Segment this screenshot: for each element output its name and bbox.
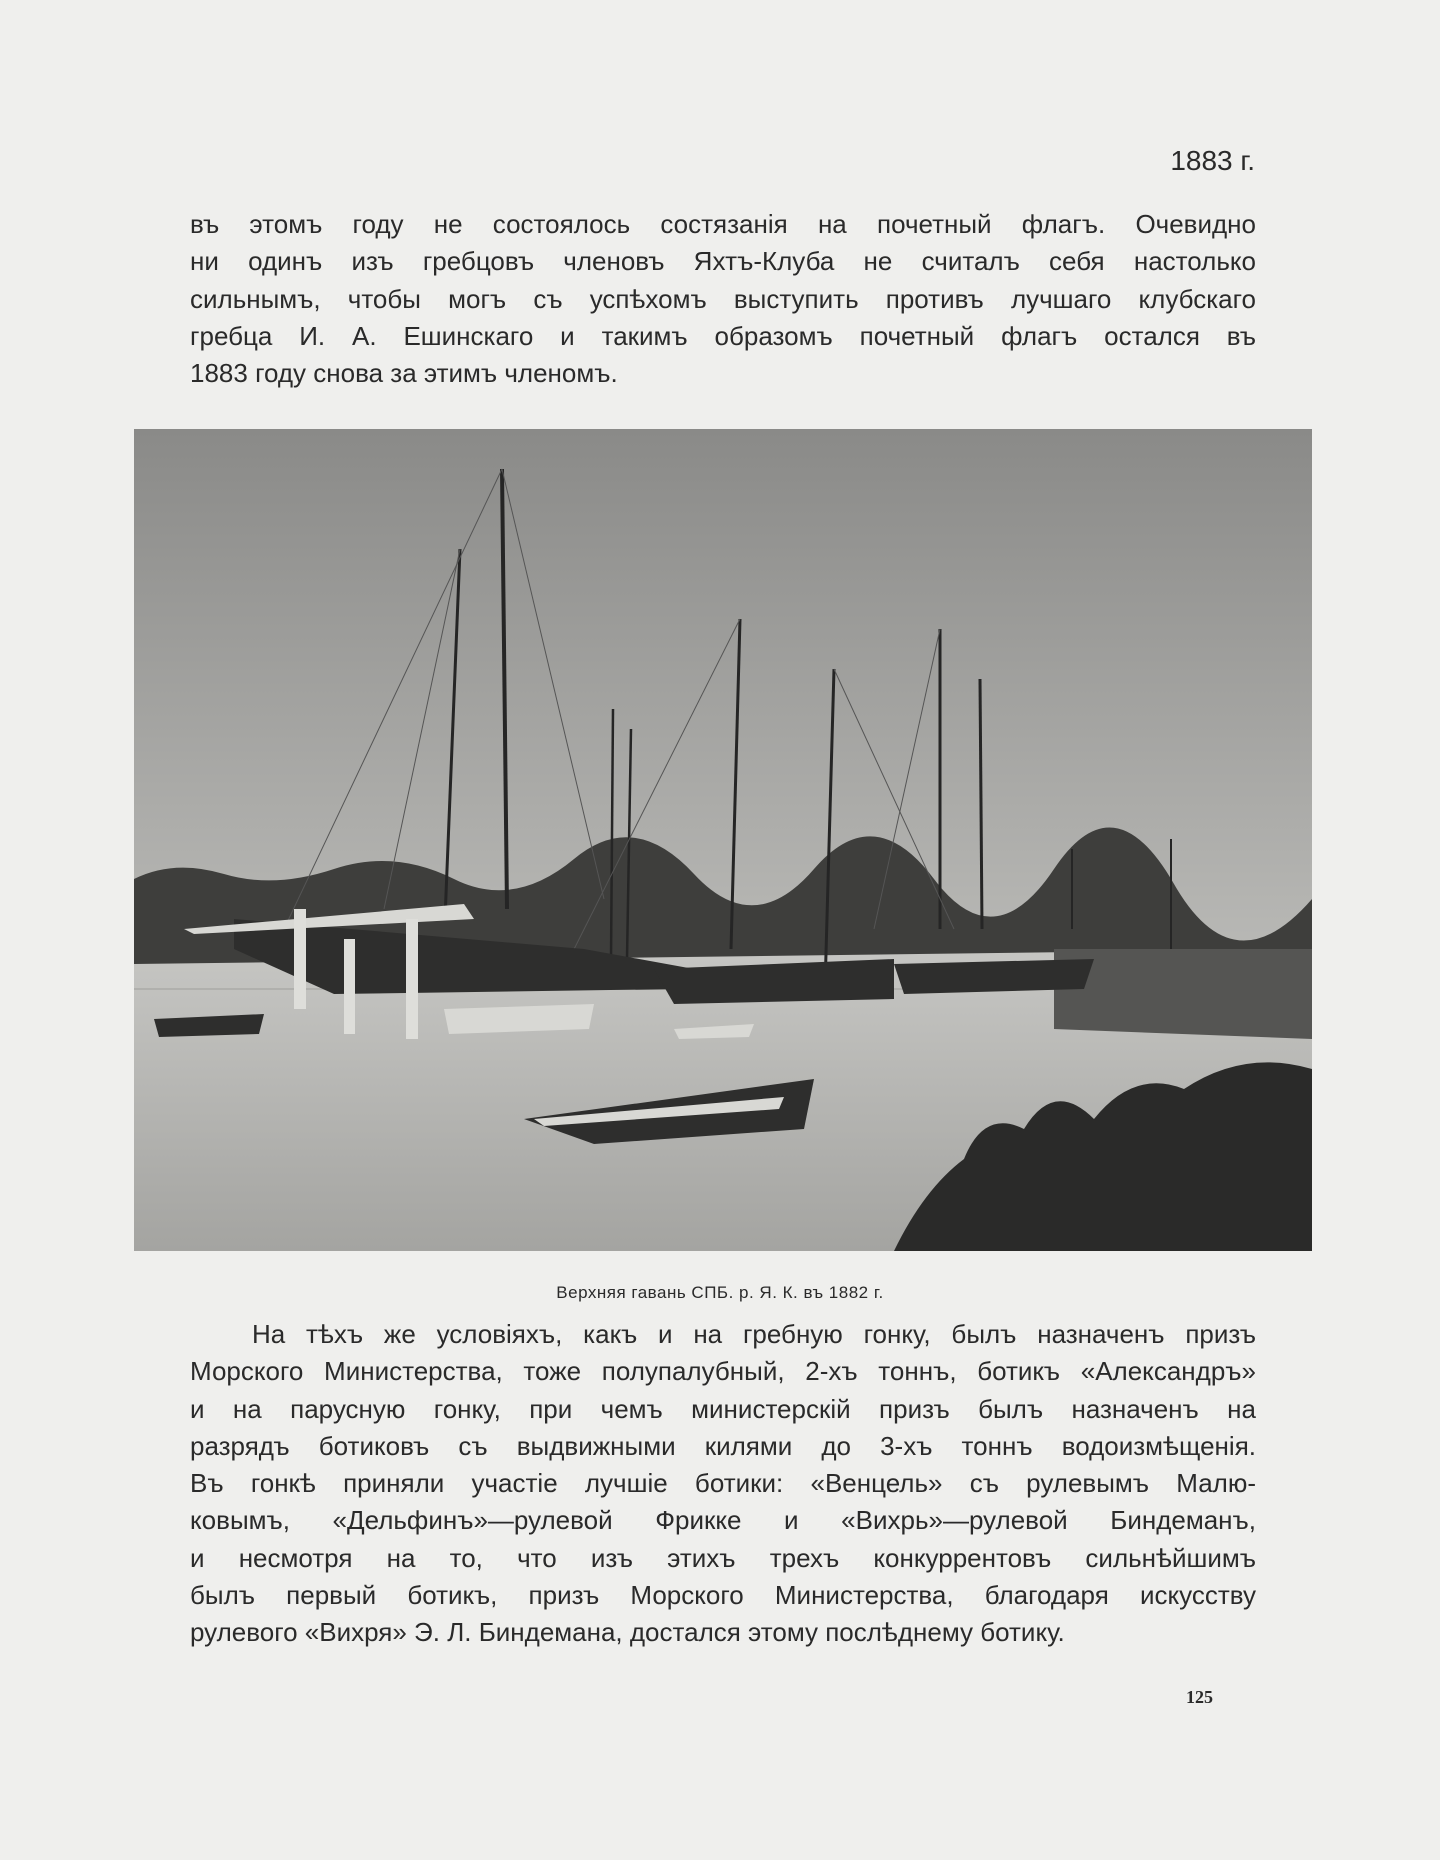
text-line: сильнымъ, чтобы могъ съ успѣхомъ выступить противъ лучшаго клубскаго: [190, 283, 1256, 314]
text-line: былъ первый ботикъ, призъ Морского Министерства, благодаря искусству: [190, 1580, 1256, 1611]
paragraph-2: [190, 1316, 1256, 1652]
text-line: и несмотря на то, что изъ этихъ трехъ конкуррентовъ сильнѣйшимъ: [190, 1542, 1256, 1573]
text-line: ни одинъ изъ гребцовъ членовъ Яхтъ-Клуба не считалъ себя настолько: [190, 246, 1256, 277]
text-line: 1883 году снова за этимъ членомъ.: [190, 358, 618, 389]
text-line: ковымъ, «Дельфинъ»—рулевой Фрикке и «Вихрь»—рулевой Биндеманъ,: [190, 1505, 1256, 1536]
text-line: На тѣхъ же условіяхъ, какъ и на гребную гонку, былъ назначенъ призъ: [252, 1319, 1256, 1349]
figure-caption: Верхняя гавань СПБ. р. Я. К. въ 1882 г.: [556, 1283, 884, 1302]
paragraph-1: [190, 206, 1256, 392]
text-line: Въ гонкѣ приняли участіе лучшіе ботики: «Венцель» съ рулевымъ Малю-: [190, 1468, 1256, 1499]
page-number: 125: [1186, 1687, 1213, 1707]
text-line: гребца И. А. Ешинскаго и такимъ образомъ почетный флагъ остался въ: [190, 320, 1256, 351]
text-line: разрядъ ботиковъ съ выдвижными килями до 3-хъ тоннъ водоизмѣщенія.: [190, 1430, 1256, 1461]
text-line: въ этомъ году не состоялось состязанія на почетный флагъ. Очевидно: [190, 209, 1256, 239]
text-line: рулевого «Вихря» Э. Л. Биндемана, достался этому послѣднему ботику.: [190, 1617, 1065, 1648]
text-line: и на парусную гонку, при чемъ министерскій призъ былъ назначенъ на: [190, 1393, 1256, 1424]
harbor-photograph: [134, 429, 1312, 1251]
text-line: Морского Министерства, тоже полупалубный, 2-хъ тоннъ, ботикъ «Александръ»: [190, 1356, 1256, 1387]
running-header-year: 1883 г.: [1170, 145, 1255, 176]
